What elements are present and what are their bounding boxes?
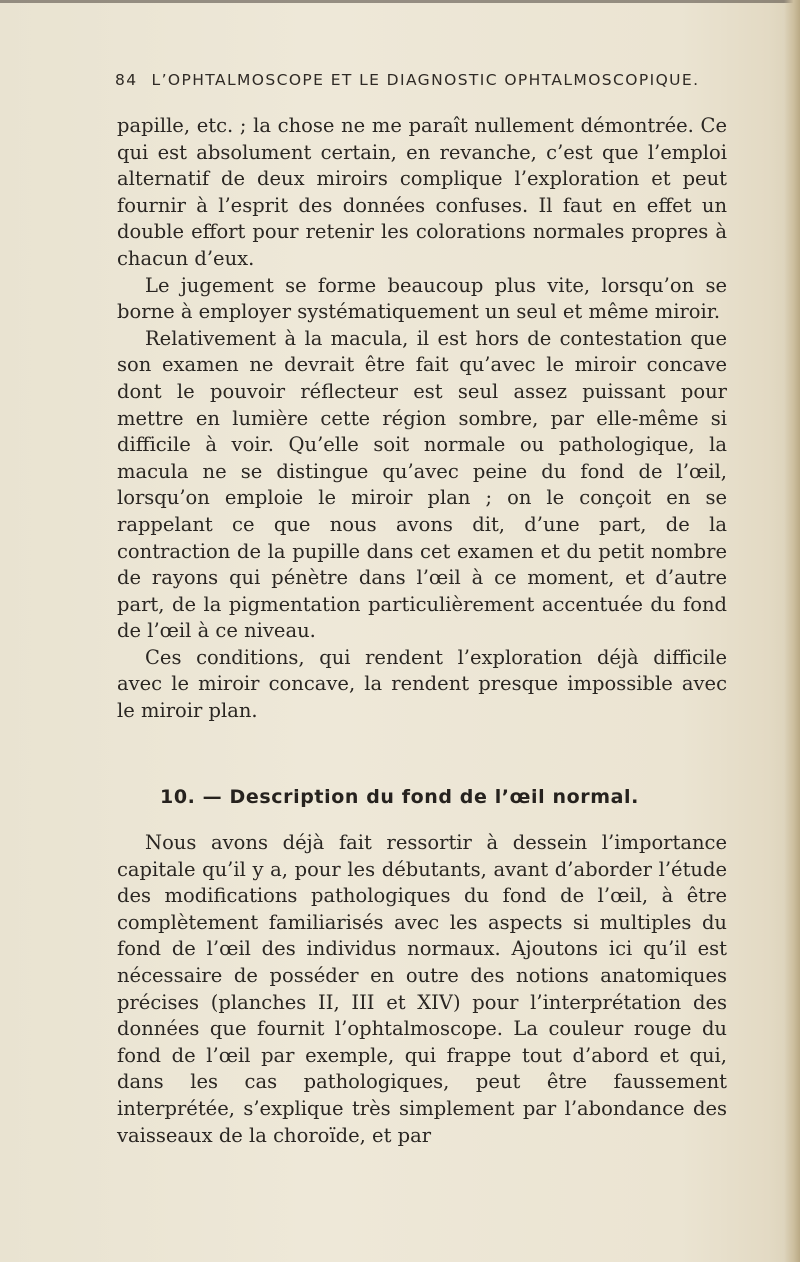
paragraph: Nous avons déjà fait ressortir à dessein l’importance capitale qu’il y a, pour les débutants, avant d’aborder l’étude des modifications pathologiques du fond de l’œil, à être complètement familiarisés avec les aspects si multiples du fond de l’œil des individus normaux. Ajoutons ici qu’il est nécessaire de posséder en outre des notions anatomiques précises (planches II, III et XIV) pour l’interprétation des données que fournit l’ophtalmoscope. La couleur rouge du fond de l’œil par exemple, qui frappe tout d’abord et qui, dans les cas pathologiques, peut être faussement interprétée, s’explique très simplement par l’abondance des vaisseaux de la choroïde, et par xyxy=(117,831,727,1147)
running-title: L’OPHTALMOSCOPE ET LE DIAGNOSTIC OPHTALMOSCOPIQUE. xyxy=(151,71,700,89)
body-text-before xyxy=(117,113,727,725)
page-number: 84 xyxy=(115,71,138,89)
top-edge-rule xyxy=(0,0,800,3)
paragraph: Ces conditions, qui rendent l’exploration déjà difficile avec le miroir concave, la rendent presque impossible avec le miroir plan. xyxy=(117,645,727,723)
body-text-after xyxy=(117,830,727,1149)
running-header xyxy=(115,71,725,89)
page-edge-shadow xyxy=(784,0,800,1262)
paragraph: papille, etc. ; la chose ne me paraît nullement démontrée. Ce qui est absolument certain, en revanche, c’est que l’emploi alternatif de deux miroirs complique l’exploration et peut fournir à l’esprit des données confuses. Il faut en effet un double effort pour retenir les colorations normales propres à chacun d’eux. xyxy=(117,114,727,270)
paragraph: Le jugement se forme beaucoup plus vite, lorsqu’on se borne à employer systématiquement un seul et même miroir. xyxy=(117,273,727,324)
section-heading: 10. — Description du fond de l’œil normal. xyxy=(160,786,639,808)
paragraph: Relativement à la macula, il est hors de contestation que son examen ne devrait être fait qu’avec le miroir concave dont le pouvoir réflecteur est seul assez puissant pour mettre en lumière cette région sombre, par elle-même si difficile à voir. Qu’elle soit normale ou pathologique, la macula ne se distingue qu’avec peine du fond de l’œil, lorsqu’on emploie le miroir plan ; on le conçoit en se rappelant ce que nous avons dit, d’une part, de la contraction de la pupille dans cet examen et du petit nombre de rayons qui pénètre dans l’œil à ce moment, et d’autre part, de la pigmentation particulièrement accentuée du fond de l’œil à ce niveau. xyxy=(117,326,727,643)
